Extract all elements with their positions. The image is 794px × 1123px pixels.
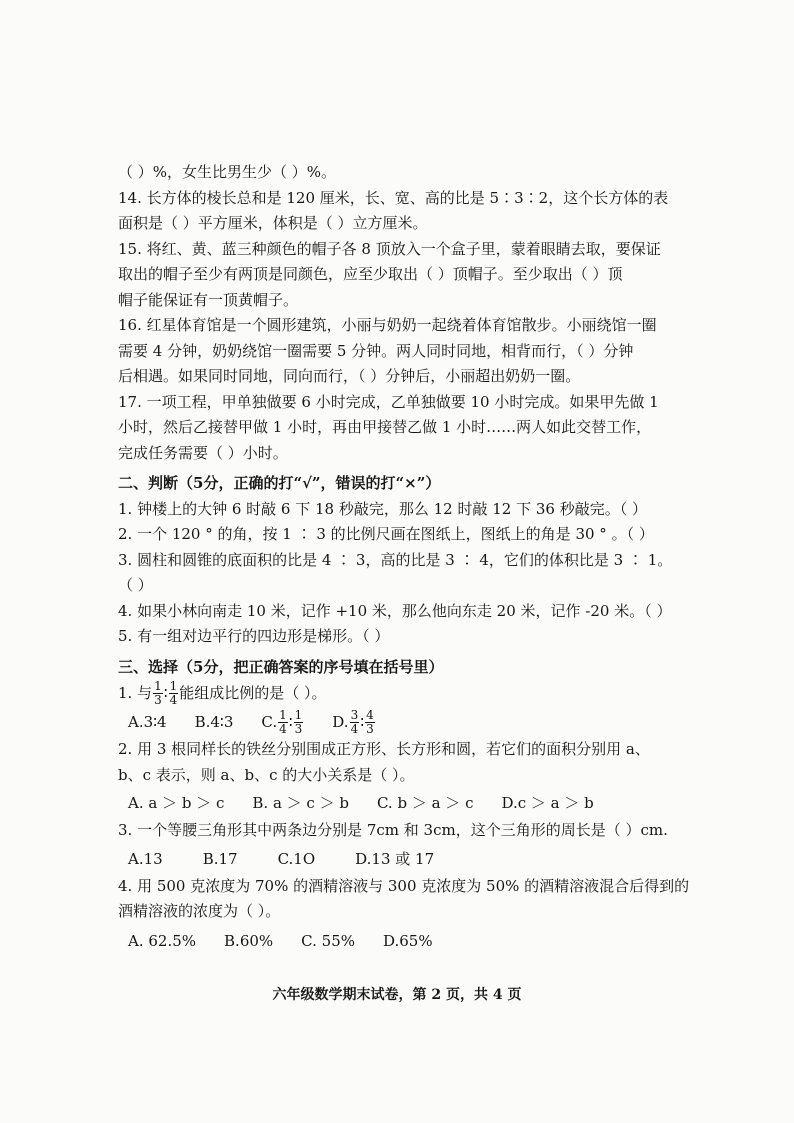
option-d: D.c ＞ a ＞ b	[501, 794, 594, 812]
exam-content	[118, 160, 690, 957]
q1-suffix: 能组成比例的是（ ）。	[179, 683, 327, 702]
judge-item: （ ）	[118, 576, 153, 594]
question-16-line: 后相遇。如果同时同地，同向而行，（ ）分钟后，小丽超出奶奶一圈。	[118, 367, 581, 385]
choice-question-3: 3. 一个等腰三角形其中两条边分别是 7cm 和 3cm，这个三角形的周长是（ ）cm.	[118, 821, 668, 839]
question-14-line: 面积是（ ）平方厘米，体积是（ ）立方厘米。	[118, 214, 428, 232]
option-b: B.17	[202, 849, 238, 868]
fraction-numerator: 1	[279, 707, 287, 722]
ratio-colon: ∶	[288, 713, 293, 731]
option-b: B. a ＞ c ＞ b	[252, 794, 349, 812]
question-17-line: 完成任务需要（ ）小时。	[118, 443, 288, 462]
q2-options	[118, 788, 678, 818]
option-c: C. b ＞ a ＞ c	[376, 794, 474, 812]
option-a: A.13	[128, 849, 163, 868]
fraction-numerator: 4	[366, 707, 374, 722]
fraction-numerator: 3	[350, 707, 359, 722]
page-footer: 六年级数学期末试卷，第 2 页，共 4 页	[272, 987, 522, 1003]
fraction	[350, 709, 360, 736]
ratio-colon: ∶	[163, 683, 168, 702]
q4-options	[118, 925, 678, 957]
choice-question-2: 2. 用 3 根同样长的铁丝分别围成正方形、长方形和圆，若它们的面积分别用 a、	[118, 740, 650, 758]
q1-prefix: 1. 与	[118, 683, 153, 702]
judge-item: 2. 一个 120 ° 的角，按 1 ∶ 3 的比例尺画在图纸上，图纸上的角是 30 ° 。（ ）	[118, 525, 654, 543]
option-c-label: C.	[261, 713, 278, 731]
fraction	[294, 709, 304, 736]
option-a: A. a ＞ b ＞ c	[128, 794, 225, 812]
choice-question-2: b、c 表示，则 a、b、c 的大小关系是（ ）。	[118, 765, 415, 784]
question-16-line: 16. 红星体育馆是一个圆形建筑，小丽与奶奶一起绕着体育馆散步。小丽绕馆一圈	[118, 316, 657, 334]
option-d-label: D.	[332, 713, 349, 731]
ratio-colon: ∶	[360, 713, 365, 731]
text-line: （ ）%，女生比男生少（ ）%。	[118, 163, 337, 181]
judge-item: 3. 圆柱和圆锥的底面积的比是 4 ∶ 3，高的比是 3 ∶ 4，它们的体积比是 3 ∶ 1。	[118, 550, 673, 569]
option-b: B.4∶3	[194, 713, 234, 731]
judge-item: 5. 有一组对边平行的四边形是梯形。（ ）	[118, 627, 390, 645]
option-d: D.65%	[383, 931, 433, 950]
fraction	[153, 680, 163, 707]
question-15-line: 取出的帽子至少有两顶是同颜色，应至少取出（ ）顶帽子。至少取出（ ）顶	[118, 265, 623, 283]
fraction-denominator: 4	[350, 721, 359, 736]
question-16-line: 需要 4 分钟，奶奶绕馆一圈需要 5 分钟。两人同时同地，相背而行，（ ）分钟	[118, 341, 634, 360]
question-15-line: 15. 将红、黄、蓝三种颜色的帽子各 8 顶放入一个盒子里，蒙着眼睛去取，要保证	[118, 239, 661, 258]
option-a: A. 62.5%	[128, 931, 197, 950]
fraction-denominator: 4	[279, 721, 287, 736]
choice-question-4: 酒精溶液的浓度为（ ）。	[118, 902, 281, 920]
option-a: A.3∶4	[128, 713, 167, 731]
choice-question-4: 4. 用 500 克浓度为 70% 的酒精溶液与 300 克浓度为 50% 的酒精溶液混合后得到的	[118, 876, 690, 895]
option-c: C. 55%	[301, 931, 355, 950]
question-17-line: 17. 一项工程，甲单独做要 6 小时完成，乙单独做要 10 小时完成。如果甲先做 1	[118, 392, 659, 411]
option-d	[332, 707, 375, 737]
fraction-numerator: 1	[154, 679, 162, 693]
fraction	[169, 680, 179, 707]
q1-options	[118, 707, 678, 737]
question-17-line: 小时，然后乙接替甲做 1 小时，再由甲接替乙做 1 小时……两人如此交替工作，	[118, 418, 652, 436]
question-14-line: 14. 长方体的棱长总和是 120 厘米，长、宽、高的比是 5∶3∶2，这个长方体的表	[118, 188, 669, 207]
q3-options	[118, 844, 678, 874]
fraction-denominator: 3	[154, 693, 162, 707]
fraction	[365, 709, 375, 736]
section-3-heading: 三、选择（5分，把正确答案的序号填在括号里）	[118, 657, 444, 676]
fraction-denominator: 3	[366, 721, 374, 736]
choice-question-1	[118, 680, 678, 707]
section-2-heading: 二、判断（5分，正确的打“√”，错误的打“×”）	[118, 474, 441, 492]
fraction-numerator: 1	[294, 707, 303, 722]
question-15-line: 帽子能保证有一顶黄帽子。	[118, 290, 299, 309]
option-c: C.1O	[277, 849, 316, 868]
fraction-denominator: 3	[294, 721, 303, 736]
judge-item: 4. 如果小林向南走 10 米，记作 +10 米，那么他向东走 20 米，记作 -20 米。（ ）	[118, 601, 672, 620]
option-c	[261, 707, 304, 737]
fraction-numerator: 1	[169, 679, 178, 693]
option-b: B.60%	[224, 931, 274, 950]
option-d: D.13 或 17	[355, 849, 435, 868]
fraction	[278, 709, 288, 736]
fraction-denominator: 4	[169, 693, 178, 707]
judge-item: 1. 钟楼上的大钟 6 时敲 6 下 18 秒敲完，那么 12 时敲 12 下 36 秒敲完。（ ）	[118, 499, 648, 518]
